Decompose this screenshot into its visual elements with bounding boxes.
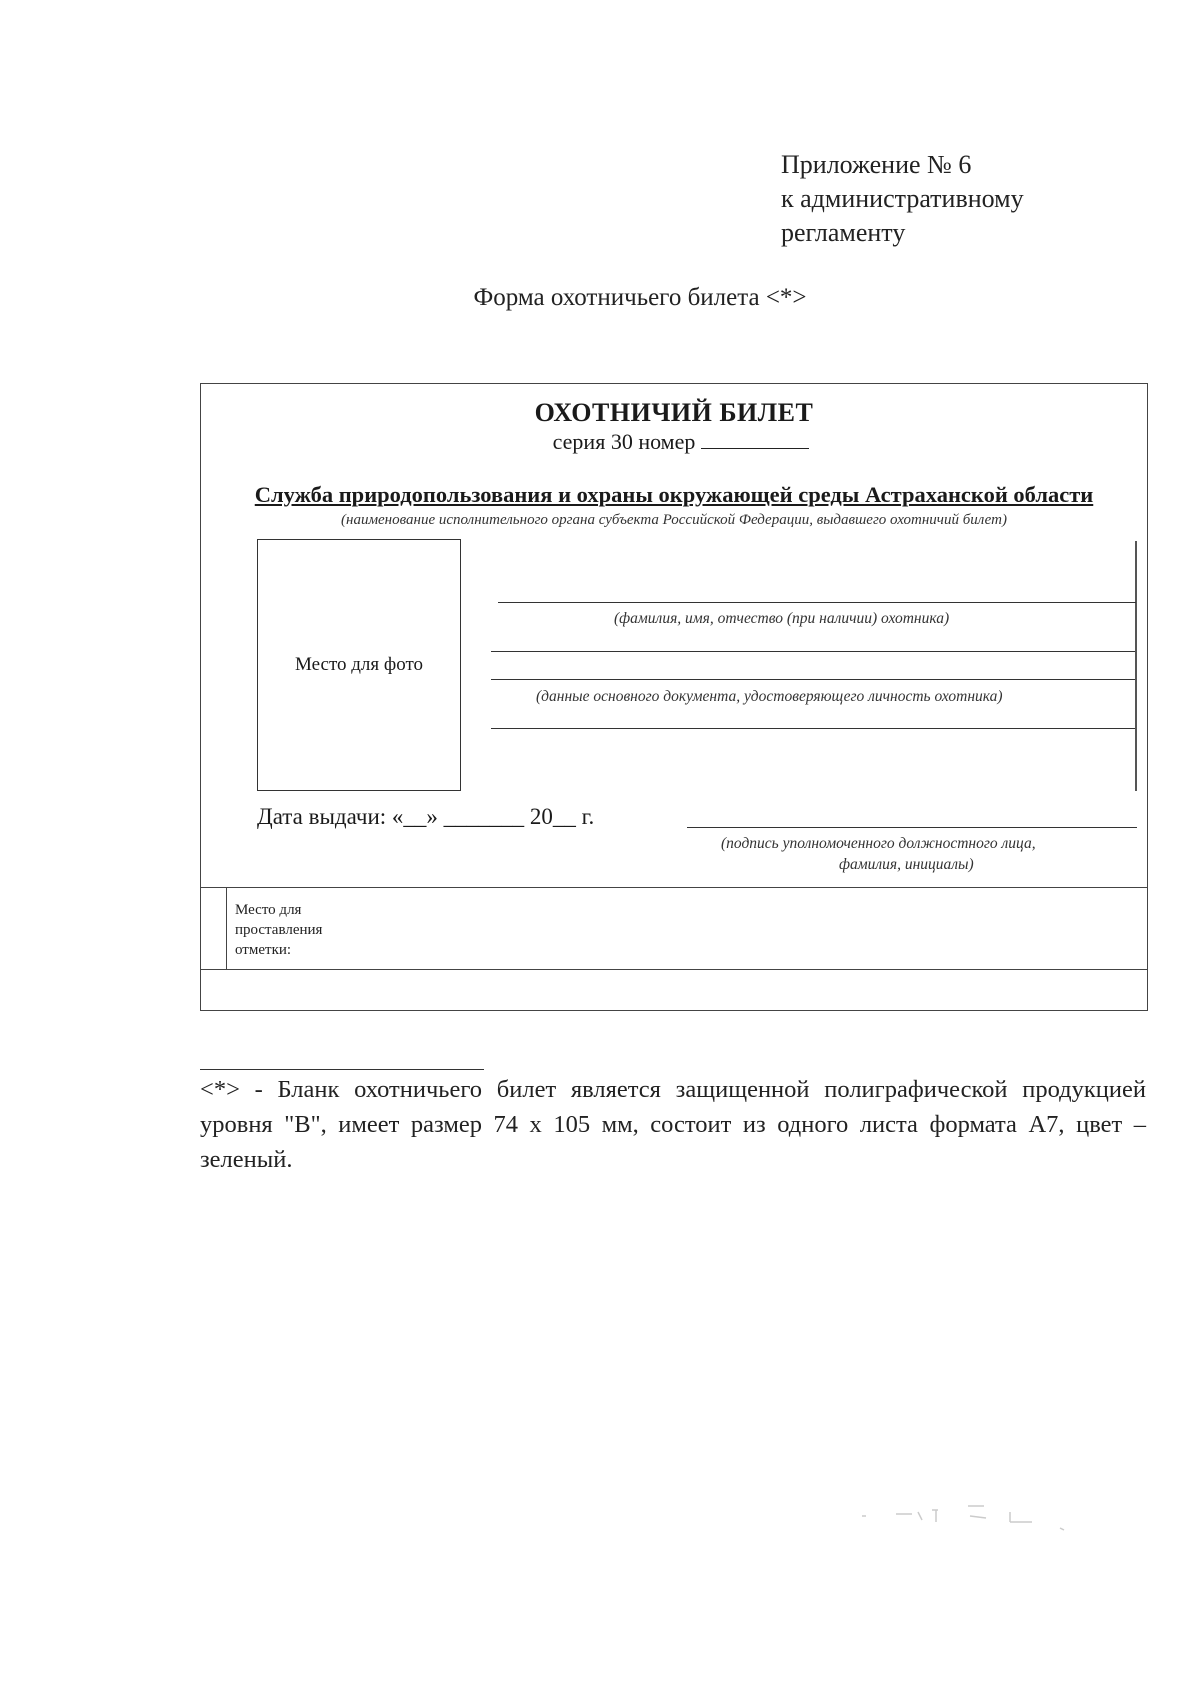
issue-date: Дата выдачи: «__» _______ 20__ г. — [257, 804, 595, 829]
organization-name: Служба природопользования и охраны окружающей среды Астраханской области — [254, 482, 1094, 507]
appendix-line-2: к административному — [781, 184, 1024, 213]
appendix-line-1: Приложение № 6 — [781, 150, 972, 179]
hunting-ticket-form — [200, 383, 1148, 1011]
ticket-title: ОХОТНИЧИЙ БИЛЕТ — [534, 398, 814, 427]
photo-placeholder — [257, 539, 461, 791]
fio-line — [498, 602, 1136, 603]
form-title: Форма охотничьего билета <*> — [473, 284, 807, 311]
document-line-2 — [491, 728, 1135, 729]
series-line — [201, 429, 1147, 455]
document-caption: (данные основного документа, удостоверяющего личность охотника) — [536, 688, 1003, 705]
photo-placeholder-label: Место для фото — [294, 654, 424, 675]
mark-section-top-divider — [201, 887, 1147, 888]
series-number-blank — [701, 430, 809, 449]
mark-section-left-column — [201, 887, 227, 969]
footnote-rule — [200, 1069, 484, 1070]
organization-caption: (наименование исполнительного органа субъекта Российской Федерации, выдавшего охотничий билет) — [341, 512, 1007, 528]
document-line — [491, 679, 1135, 680]
signature-line — [687, 827, 1137, 828]
mark-label-line-2: проставления — [235, 922, 323, 938]
appendix-line-3: регламенту — [781, 218, 906, 247]
footnote-text: <*> - Бланк охотничьего билет является защищенной полиграфической продукцией уровня "В", имеет размер 74 х 105 мм, состоит из одного листа формата А7, цвет – зеленый. — [200, 1076, 1146, 1173]
mark-label — [235, 900, 322, 960]
mark-label-line-3: отметки: — [235, 942, 292, 958]
scan-artifact — [860, 1502, 1080, 1532]
fio-line-2 — [491, 651, 1135, 652]
mark-section-bottom-divider — [201, 969, 1147, 970]
fio-caption: (фамилия, имя, отчество (при наличии) охотника) — [614, 610, 950, 627]
right-edge-line — [1135, 541, 1137, 791]
mark-label-line-1: Место для — [235, 902, 302, 918]
appendix-heading — [781, 148, 1024, 250]
signature-caption-1: (подпись уполномоченного должностного лица, — [721, 835, 1036, 852]
series-label: серия 30 номер — [552, 429, 696, 454]
signature-caption-2: фамилия, инициалы) — [839, 856, 974, 873]
